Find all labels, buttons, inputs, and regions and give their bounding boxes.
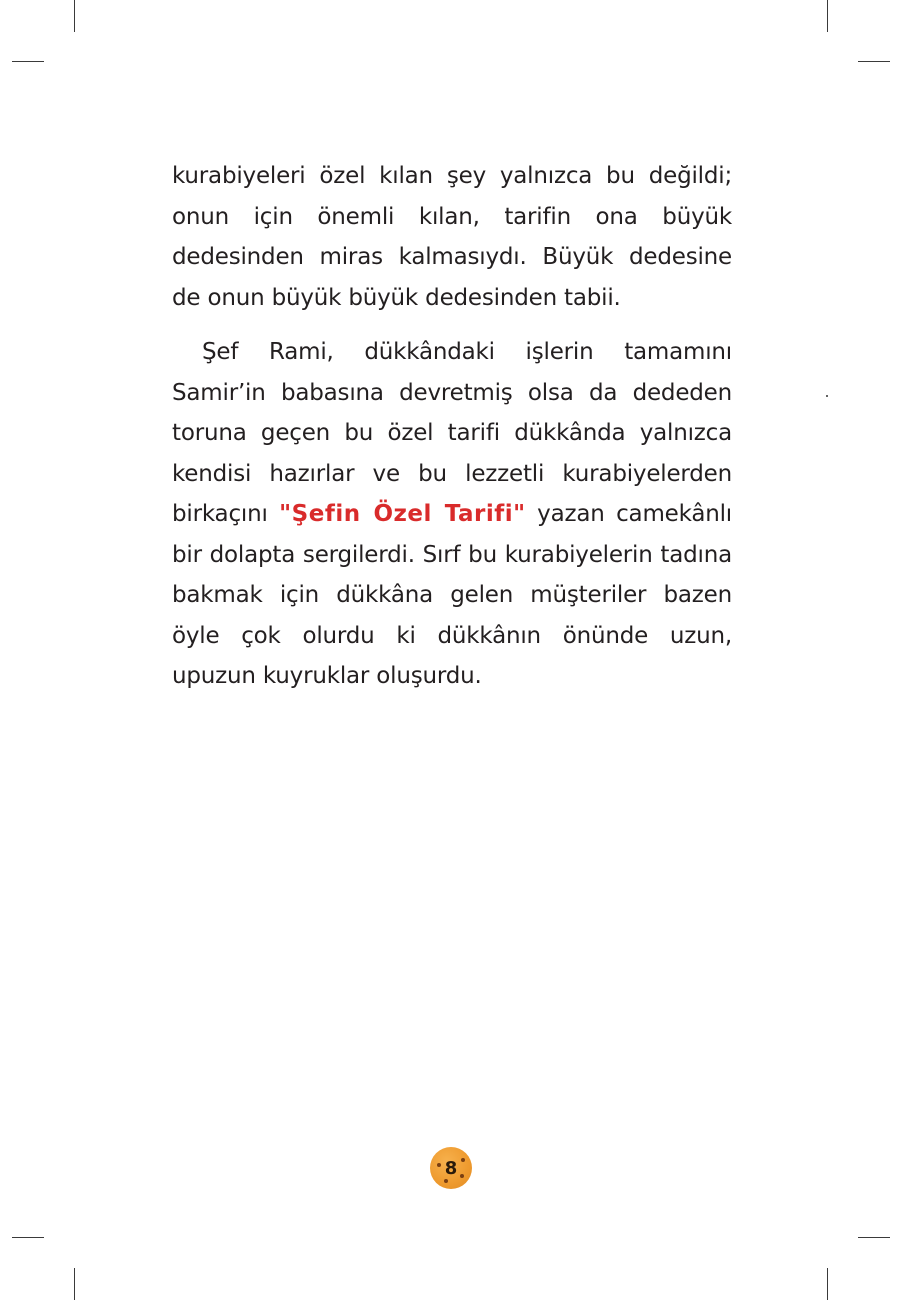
crop-mark-top-left-vertical — [74, 0, 75, 32]
chocolate-chip-icon — [444, 1179, 448, 1183]
crop-mark-top-right-horizontal — [858, 61, 890, 62]
stray-dot — [826, 395, 828, 397]
page-number: 8 — [444, 1157, 458, 1179]
crop-mark-bottom-right-horizontal — [858, 1237, 890, 1238]
crop-mark-bottom-right-vertical — [827, 1268, 828, 1300]
paragraph-1-text: kurabiyeleri özel kılan şey yalnızca bu değildi; onun için önemli kılan, tarifin ona büyük dedesinden miras kalmasıydı. Büyük dedesine de onun büyük büyük dedesinden tabii. — [172, 163, 732, 311]
paragraph-2-after: yazan camekânlı bir dolapta sergilerdi. Sırf bu kurabiyelerin tadına bakmak için dükkâna gelen müşteriler bazen öyle çok olurdu ki dükkânın önünde uzun, upuzun kuyruklar oluşurdu. — [172, 501, 732, 689]
crop-mark-bottom-left-horizontal — [12, 1237, 44, 1238]
paragraph-2 — [172, 332, 732, 697]
chocolate-chip-icon — [460, 1174, 464, 1178]
crop-mark-top-right-vertical — [827, 0, 828, 32]
paragraph-1 — [172, 156, 732, 318]
chef-special-recipe-label: "Şefin Özel Tarifi" — [279, 501, 526, 527]
paragraph-2-before: Şef Rami, dükkândaki işlerin tamamını Samir’in babasına devretmiş olsa da dededen toruna geçen bu özel tarifi dükkânda yalnızca kendisi hazırlar ve bu lezzetli kurabiyelerden birkaçını — [172, 339, 732, 527]
story-text — [172, 156, 732, 697]
chocolate-chip-icon — [437, 1163, 441, 1167]
crop-mark-top-left-horizontal — [12, 61, 44, 62]
crop-mark-bottom-left-vertical — [74, 1268, 75, 1300]
chocolate-chip-icon — [461, 1158, 465, 1162]
page-number-cookie-badge — [430, 1147, 472, 1189]
